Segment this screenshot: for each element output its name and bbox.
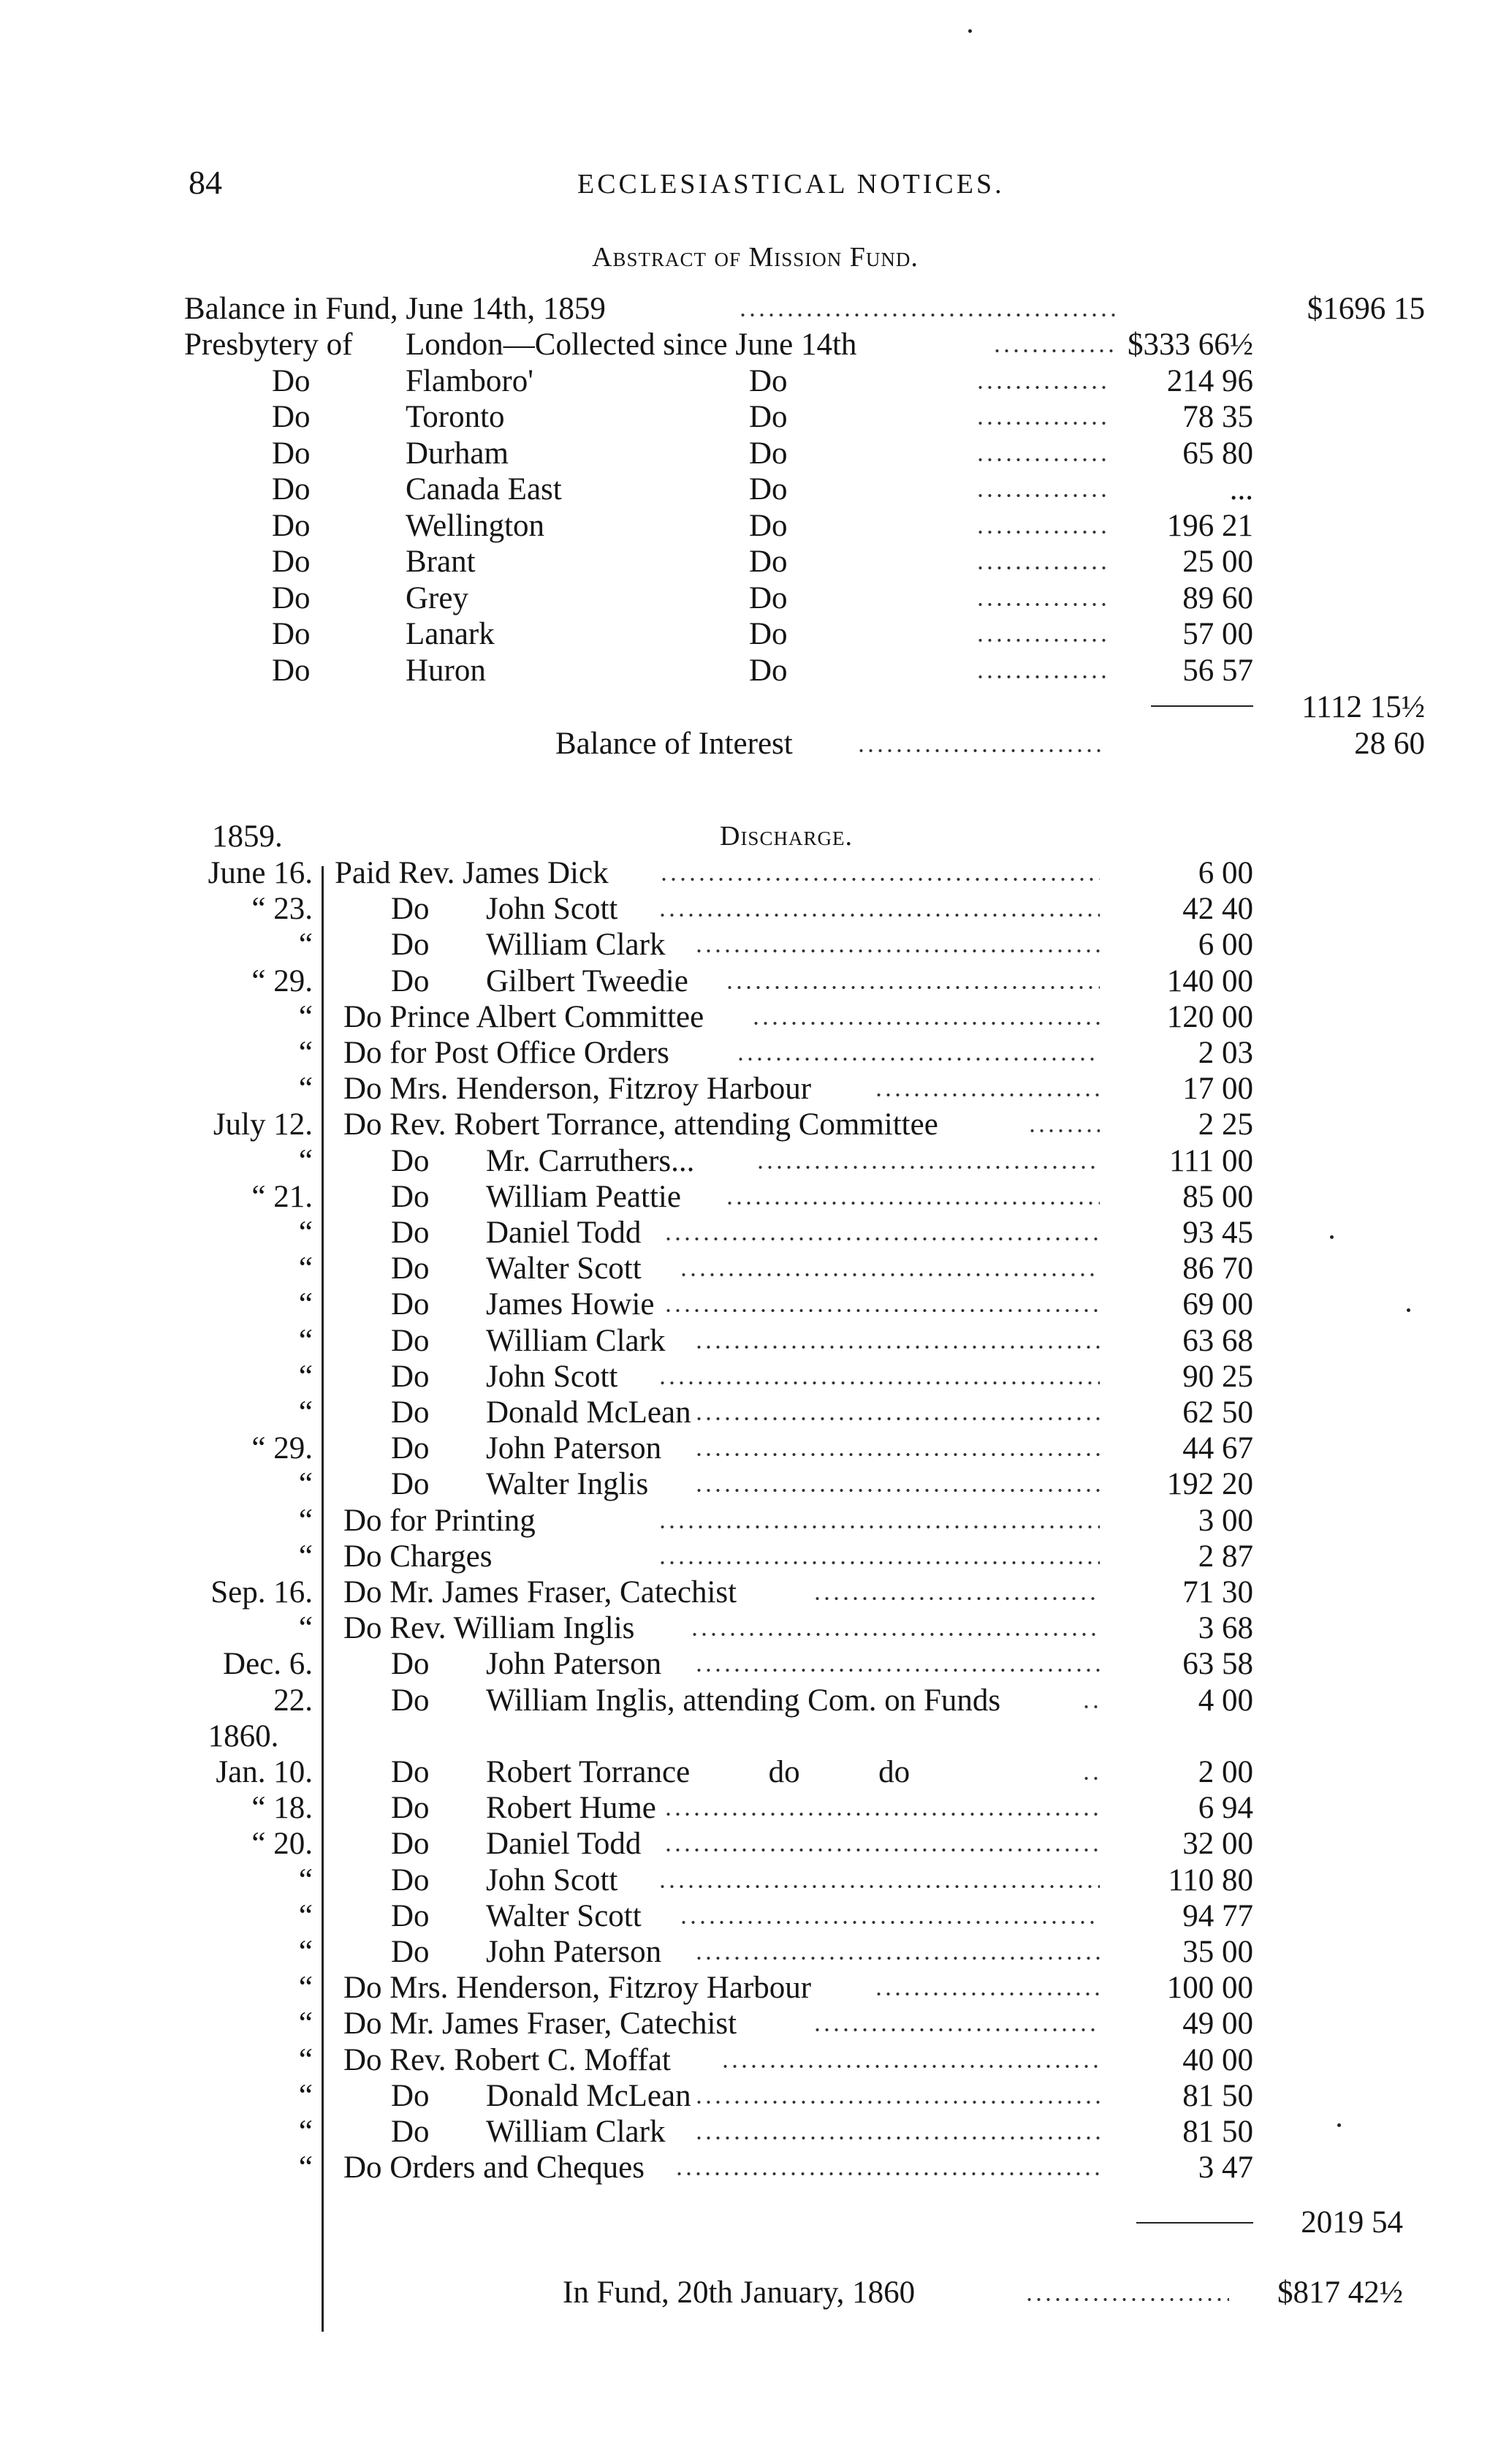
leader-dots xyxy=(658,1884,1100,1889)
leader-dots xyxy=(674,2172,1100,2176)
presbytery-amount: 57 00 xyxy=(1182,617,1253,651)
discharge-date: Sep. 16. xyxy=(210,1575,313,1610)
discharge-name: Walter Scott xyxy=(486,1251,642,1286)
leader-dots xyxy=(658,1561,1100,1565)
discharge-date: “ xyxy=(298,2150,313,2185)
discharge-title: Discharge. xyxy=(720,821,853,852)
discharge-date: “ xyxy=(298,1935,313,1969)
leader-dots xyxy=(664,1812,1100,1816)
discharge-date: “ xyxy=(298,2079,313,2113)
discharge-name: William Clark xyxy=(486,928,666,962)
leader-dots xyxy=(725,1201,1100,1205)
presbytery-name: London—Collected since June 14th xyxy=(406,327,857,362)
subtotal-rule xyxy=(1151,705,1253,707)
discharge-amount: 86 70 xyxy=(1182,1251,1253,1286)
discharge-amount: 44 67 xyxy=(1182,1431,1253,1466)
discharge-payee: Do Charges xyxy=(343,1539,493,1574)
leader-dots xyxy=(694,2136,1100,2140)
discharge-payee: Do xyxy=(391,1144,430,1178)
discharge-date: “ xyxy=(298,2043,313,2077)
discharge-payee: Do Mr. James Fraser, Catechist xyxy=(343,2006,737,2041)
discharge-name: John Scott xyxy=(486,1360,618,1394)
leader-dots xyxy=(856,748,1105,753)
presbytery-name: Durham xyxy=(406,436,509,471)
presbytery-ditto: Do xyxy=(749,400,788,434)
presbytery-amount: 214 96 xyxy=(1166,364,1253,398)
discharge-payee: Do xyxy=(391,1180,430,1214)
discharge-amount: 93 45 xyxy=(1182,1216,1253,1250)
discharge-date: “ xyxy=(298,1863,313,1898)
presbytery-amount: 56 57 xyxy=(1182,653,1253,688)
discharge-payee: Do xyxy=(391,1863,430,1898)
discharge-amount: 110 80 xyxy=(1168,1863,1253,1898)
leader-dots xyxy=(725,985,1100,990)
discharge-amount: 17 00 xyxy=(1182,1072,1253,1106)
discharge-date: “ 18. xyxy=(251,1791,313,1825)
discharge-name: William Peattie xyxy=(486,1180,681,1214)
presbytery-name: Huron xyxy=(406,653,486,688)
discharge-date: “ xyxy=(298,1144,313,1178)
presbytery-name: Wellington xyxy=(406,509,545,543)
presbytery-ditto: Do xyxy=(749,617,788,651)
discharge-amount: 32 00 xyxy=(1182,1827,1253,1861)
print-speck xyxy=(1330,1235,1334,1239)
discharge-name: William Clark xyxy=(486,2115,666,2149)
presbytery-amount: ... xyxy=(1229,472,1253,507)
discharge-amount: 3 68 xyxy=(1198,1611,1253,1645)
presbytery-col1: Do xyxy=(272,436,311,471)
discharge-name: John Scott xyxy=(486,1863,618,1898)
presbytery-ditto: Do xyxy=(749,436,788,471)
discharge-payee: Do Rev. Robert Torrance, attending Committee xyxy=(343,1107,938,1142)
discharge-name: Walter Inglis xyxy=(486,1467,649,1501)
discharge-date: “ 29. xyxy=(251,964,313,998)
presbytery-amount: 78 35 xyxy=(1182,400,1253,434)
date-column-rule xyxy=(322,866,324,2332)
discharge-name: Robert Hume xyxy=(486,1791,656,1825)
discharge-name: Donald McLean xyxy=(486,1395,691,1430)
interest-amount: 28 60 xyxy=(1354,727,1425,761)
presbytery-col1: Do xyxy=(272,472,311,507)
discharge-name: William Clark xyxy=(486,1324,666,1358)
discharge-date: “ xyxy=(298,2115,313,2149)
discharge-payee: Do xyxy=(391,1827,430,1861)
presbytery-total: 1112 15½ xyxy=(1301,690,1425,724)
discharge-payee: Do Orders and Cheques xyxy=(343,2150,645,2185)
discharge-payee: Do xyxy=(391,1324,430,1358)
discharge-payee: Do xyxy=(391,1791,430,1825)
discharge-amount: 62 50 xyxy=(1182,1395,1253,1430)
leader-dots xyxy=(658,1525,1100,1529)
discharge-payee: Do xyxy=(391,1360,430,1394)
discharge-name: Donald McLean xyxy=(486,2079,691,2113)
presbytery-col1: Do xyxy=(272,653,311,688)
discharge-date: “ xyxy=(298,1539,313,1574)
leader-dots xyxy=(736,1057,1100,1061)
discharge-name: John Paterson xyxy=(486,1935,662,1969)
discharge-date: “ xyxy=(298,1467,313,1501)
leader-dots xyxy=(738,313,1118,317)
discharge-payee: Do xyxy=(391,2079,430,2113)
discharge-date: “ xyxy=(298,928,313,962)
leader-dots xyxy=(694,949,1100,953)
presbytery-col1: Presbytery of xyxy=(184,327,353,362)
discharge-date: “ xyxy=(298,1036,313,1070)
discharge-payee: Do Mrs. Henderson, Fitzroy Harbour xyxy=(343,1971,812,2005)
discharge-name: Robert Torrance do do xyxy=(486,1755,911,1789)
discharge-amount: 90 25 xyxy=(1182,1360,1253,1394)
discharge-total: 2019 54 xyxy=(1301,2205,1403,2240)
discharge-date: “ xyxy=(298,1251,313,1286)
leader-dots xyxy=(694,1668,1100,1672)
leader-dots xyxy=(694,1452,1100,1457)
discharge-date: “ xyxy=(298,2006,313,2041)
discharge-amount: 63 68 xyxy=(1182,1324,1253,1358)
discharge-payee: Do xyxy=(391,1755,430,1789)
discharge-date: “ xyxy=(298,1504,313,1538)
presbytery-col1: Do xyxy=(272,400,311,434)
leader-dots xyxy=(694,2100,1100,2104)
presbytery-name: Grey xyxy=(406,581,468,615)
leader-dots xyxy=(813,1596,1100,1601)
discharge-payee: Do for Printing xyxy=(343,1504,536,1538)
discharge-payee: Do xyxy=(391,1216,430,1250)
discharge-date: “ xyxy=(298,1971,313,2005)
discharge-amount: 69 00 xyxy=(1182,1287,1253,1322)
discharge-payee: Paid Rev. James Dick xyxy=(335,856,609,890)
discharge-name: Walter Scott xyxy=(486,1899,642,1933)
presbytery-col1: Do xyxy=(272,364,311,398)
presbytery-name: Canada East xyxy=(406,472,562,507)
presbytery-col1: Do xyxy=(272,581,311,615)
discharge-amount: 192 20 xyxy=(1166,1467,1253,1501)
discharge-name: John Paterson xyxy=(486,1431,662,1466)
presbytery-ditto: Do xyxy=(749,653,788,688)
discharge-amount: 6 00 xyxy=(1198,856,1253,890)
discharge-amount: 42 40 xyxy=(1182,892,1253,926)
presbytery-amount: $333 66½ xyxy=(1128,327,1253,362)
discharge-payee: Do xyxy=(391,1647,430,1681)
presbytery-amount: 196 21 xyxy=(1166,509,1253,543)
print-speck xyxy=(1407,1308,1410,1312)
discharge-payee: Do xyxy=(391,928,430,962)
discharge-payee: Do xyxy=(391,892,430,926)
discharge-date: “ 29. xyxy=(251,1431,313,1466)
discharge-date: “ xyxy=(298,1324,313,1358)
discharge-amount: 35 00 xyxy=(1182,1935,1253,1969)
discharge-date: “ 21. xyxy=(251,1180,313,1214)
discharge-amount: 140 00 xyxy=(1166,964,1253,998)
discharge-name: John Scott xyxy=(486,892,618,926)
presbytery-name: Flamboro' xyxy=(406,364,533,398)
leader-dots xyxy=(694,1417,1100,1421)
discharge-date: “ xyxy=(298,1395,313,1430)
presbytery-name: Toronto xyxy=(406,400,505,434)
presbytery-amount: 65 80 xyxy=(1182,436,1253,471)
leader-dots xyxy=(694,1488,1100,1493)
leader-dots xyxy=(721,2064,1100,2069)
leader-dots xyxy=(690,1632,1100,1637)
leader-dots xyxy=(756,1165,1100,1170)
discharge-payee: Do Mrs. Henderson, Fitzroy Harbour xyxy=(343,1072,812,1106)
discharge-payee: Do xyxy=(391,1935,430,1969)
presbytery-amount: 25 00 xyxy=(1182,545,1253,579)
presbytery-ditto: Do xyxy=(749,472,788,507)
discharge-amount: 100 00 xyxy=(1166,1971,1253,2005)
discharge-name: James Howie xyxy=(486,1287,655,1322)
discharge-date: “ xyxy=(298,1216,313,1250)
discharge-payee: Do Mr. James Fraser, Catechist xyxy=(343,1575,737,1610)
discharge-date: “ xyxy=(298,1899,313,1933)
discharge-date: 1860. xyxy=(208,1719,279,1754)
discharge-payee: Do Rev. Robert C. Moffat xyxy=(343,2043,671,2077)
discharge-date: “ 20. xyxy=(251,1827,313,1861)
discharge-payee: Do xyxy=(391,1251,430,1286)
presbytery-ditto: Do xyxy=(749,509,788,543)
closing-balance-amount: $817 42½ xyxy=(1277,2275,1403,2310)
discharge-payee: Do xyxy=(391,964,430,998)
discharge-name: Daniel Todd xyxy=(486,1216,642,1250)
presbytery-ditto: Do xyxy=(749,581,788,615)
leader-dots xyxy=(664,1308,1100,1313)
discharge-amount: 94 77 xyxy=(1182,1899,1253,1933)
discharge-date: “ xyxy=(298,1072,313,1106)
leader-dots xyxy=(679,1273,1100,1277)
discharge-amount: 3 00 xyxy=(1198,1504,1253,1538)
abstract-title: Abstract of Mission Fund. xyxy=(592,242,919,273)
discharge-payee: Do xyxy=(391,1683,430,1718)
discharge-payee: Do xyxy=(391,1287,430,1322)
presbytery-col1: Do xyxy=(272,545,311,579)
discharge-name: William Inglis, attending Com. on Funds xyxy=(486,1683,1001,1718)
presbytery-name: Brant xyxy=(406,545,476,579)
leader-dots xyxy=(659,877,1100,882)
discharge-payee: Do xyxy=(391,2115,430,2149)
discharge-payee: Do xyxy=(391,1395,430,1430)
discharge-date: “ xyxy=(298,1000,313,1034)
opening-balance-amount: $1696 15 xyxy=(1307,292,1425,326)
discharge-amount: 6 00 xyxy=(1198,928,1253,962)
discharge-amount: 71 30 xyxy=(1182,1575,1253,1610)
leader-dots xyxy=(751,1021,1100,1026)
page-number: 84 xyxy=(189,164,222,201)
discharge-date: “ xyxy=(298,1611,313,1645)
opening-balance-label: Balance in Fund, June 14th, 1859 xyxy=(184,292,606,326)
discharge-date: June 16. xyxy=(208,856,313,890)
discharge-amount: 63 58 xyxy=(1182,1647,1253,1681)
discharge-date: “ 23. xyxy=(251,892,313,926)
discharge-amount: 2 87 xyxy=(1198,1539,1253,1574)
discharge-name: Gilbert Tweedie xyxy=(486,964,688,998)
discharge-amount: 49 00 xyxy=(1182,2006,1253,2041)
discharge-amount: 6 94 xyxy=(1198,1791,1253,1825)
discharge-date: Dec. 6. xyxy=(223,1647,313,1681)
discharge-date: 22. xyxy=(273,1683,313,1718)
discharge-amount: 81 50 xyxy=(1182,2115,1253,2149)
presbytery-col1: Do xyxy=(272,617,311,651)
discharge-amount: 3 47 xyxy=(1198,2150,1253,2185)
discharge-amount: 85 00 xyxy=(1182,1180,1253,1214)
discharge-date: July 12. xyxy=(213,1107,313,1142)
discharge-payee: Do xyxy=(391,1899,430,1933)
closing-balance-label: In Fund, 20th January, 1860 xyxy=(563,2275,916,2310)
discharge-amount: 4 00 xyxy=(1198,1683,1253,1718)
discharge-amount: 2 00 xyxy=(1198,1755,1253,1789)
presbytery-amount: 89 60 xyxy=(1182,581,1253,615)
discharge-payee: Do xyxy=(391,1467,430,1501)
discharge-name: Mr. Carruthers... xyxy=(486,1144,695,1178)
leader-dots xyxy=(658,913,1100,917)
discharge-payee: Do Rev. William Inglis xyxy=(343,1611,635,1645)
presbytery-ditto: Do xyxy=(749,364,788,398)
leader-dots xyxy=(694,1345,1100,1349)
interest-label: Balance of Interest xyxy=(555,727,793,761)
year-1859: 1859. xyxy=(212,819,283,854)
presbytery-ditto: Do xyxy=(749,545,788,579)
leader-dots xyxy=(658,1381,1100,1385)
discharge-date: “ xyxy=(298,1287,313,1322)
discharge-amount: 40 00 xyxy=(1182,2043,1253,2077)
discharge-amount: 120 00 xyxy=(1166,1000,1253,1034)
discharge-date: “ xyxy=(298,1360,313,1394)
running-title: ECCLESIASTICAL NOTICES. xyxy=(577,169,1005,200)
discharge-amount: 111 00 xyxy=(1168,1144,1253,1178)
discharge-amount: 2 03 xyxy=(1198,1036,1253,1070)
discharge-payee: Do xyxy=(391,1431,430,1466)
discharge-date: Jan. 10. xyxy=(216,1755,313,1789)
discharge-amount: 2 25 xyxy=(1198,1107,1253,1142)
leader-dots xyxy=(664,1848,1100,1852)
discharge-name: John Paterson xyxy=(486,1647,662,1681)
discharge-name: Daniel Todd xyxy=(486,1827,642,1861)
leader-dots xyxy=(813,2028,1100,2032)
discharge-amount: 81 50 xyxy=(1182,2079,1253,2113)
print-speck xyxy=(1337,2123,1341,2127)
leader-dots xyxy=(664,1237,1100,1241)
discharge-payee: Do Prince Albert Committee xyxy=(343,1000,704,1034)
leader-dots xyxy=(694,1956,1100,1960)
presbytery-col1: Do xyxy=(272,509,311,543)
discharge-payee: Do for Post Office Orders xyxy=(343,1036,669,1070)
print-speck xyxy=(968,29,972,33)
leader-dots xyxy=(679,1920,1100,1925)
presbytery-name: Lanark xyxy=(406,617,495,651)
